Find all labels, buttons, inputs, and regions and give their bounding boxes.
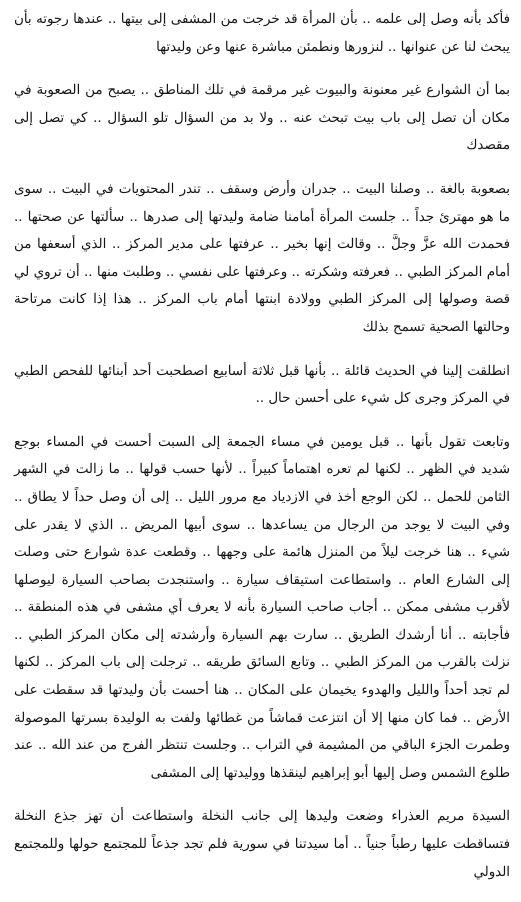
paragraph: وتابعت تقول بأنها .. قبل يومين في مساء الجمعة إلى السبت أحست في المساء بوجع شديد في الظهر .. لكنها لم تعره اهتماماً كبيراً .. لأنها حسب قولها .. ما زالت في الشهر الثامن للحمل .. لكن الوجع أخذ في الازدياد مع مرور الليل .. إلى أن وصل حداً لا يطاق .. وفي البيت لا يوجد من الرجال من يساعدها .. سوى أبيها المريض .. الذي لا يقدر على شيء .. هنا خرجت ليلاً من المنزل هائمة على وجهها .. وقطعت عدة شوارع حتى وصلت إلى الشارع العام .. واستطاعت استيقاف سيارة .. واستنجدت بصاحب السيارة ليوصلها لأقرب مشفى ممكن .. أجاب صاحب السيارة بأنه لا يعرف أي مشفى في هذه المنطقة .. فأجابته .. أنا أرشدك الطريق .. سارت بهم السيارة وأرشدته إلى مكان المركز الطبي .. نزلت بالقرب من المركز الطبي .. وتابع السائق طريقه .. ترجلت إلى باب المركز .. لكنها لم تجد أحداً والليل والهدوء يخيمان على المكان .. هنا أحست بأن وليدتها قد سقطت على الأرض .. فما كان منها إلا أن انتزعت قماشاً من غطائها ولفت به الوليدة بسرتها الموصولة وطمرت الجزء الباقي من المشيمة في التراب .. وجلست تنتظر الفرج من عند الله .. عند طلوع الشمس وصل إليها أبو إبراهيم لينقذها ووليدتها إلى المشفى xyxy=(14,434,510,781)
paragraph: بصعوبة بالغة .. وصلنا البيت .. جدران وأرض وسقف .. تندر المحتويات في البيت .. سوى ما هو مهترئ جداً .. جلست المرأة أمامنا ضامة وليدتها إلى صدرها .. سألتها عن صحتها .. فحمدت الله عزَّ وجلَّ .. وقالت إنها بخير .. عرفتها على مدير المركز .. الذي أسعفها من أمام المركز الطبي .. فعرفته وشكرته .. وعرفتها على نفسي .. وطلبت منها .. أن تروي لي قصة وصولها إلى المركز الطبي وولادة ابنتها أمام باب المركز .. هذا إذا كانت مرتاحة وحالتها الصحية تسمح بذلك xyxy=(14,181,510,335)
paragraph: انطلقت إلينا في الحديث قائلة .. بأنها قبل ثلاثة أسابيع اصطحبت أحد أبنائها للفحص الطبي في المركز وجرى كل شيء على أحسن حال .. xyxy=(14,363,510,407)
paragraph: فأكد بأنه وصل إلى علمه .. بأن المرأة قد خرجت من المشفى إلى بيتها .. عندها رجوته بأن يبحث لنا عن عنوانها .. لنزورها ونطمئن مباشرة عنها وعن وليدتها xyxy=(14,12,510,55)
paragraph: بما أن الشوارع غير معنونة والبيوت غير مرقمة في تلك المناطق .. يصبح من الصعوبة في مكان أن تصل إلى باب بيت تبحث عنه .. ولا بد من السؤال تلو السؤال .. كي تصل إلى مقصدك xyxy=(14,83,510,154)
paragraph: السيدة مريم العذراء وضعت وليدها إلى جانب النخلة واستطاعت أن تهز جذع النخلة فتساقطت عليها رطباً جنياً .. أما سيدتنا في سورية فلم تجد جذعاً للمجتمع حولها وللمجتمع الدولي xyxy=(14,809,510,880)
article-body xyxy=(14,6,510,902)
